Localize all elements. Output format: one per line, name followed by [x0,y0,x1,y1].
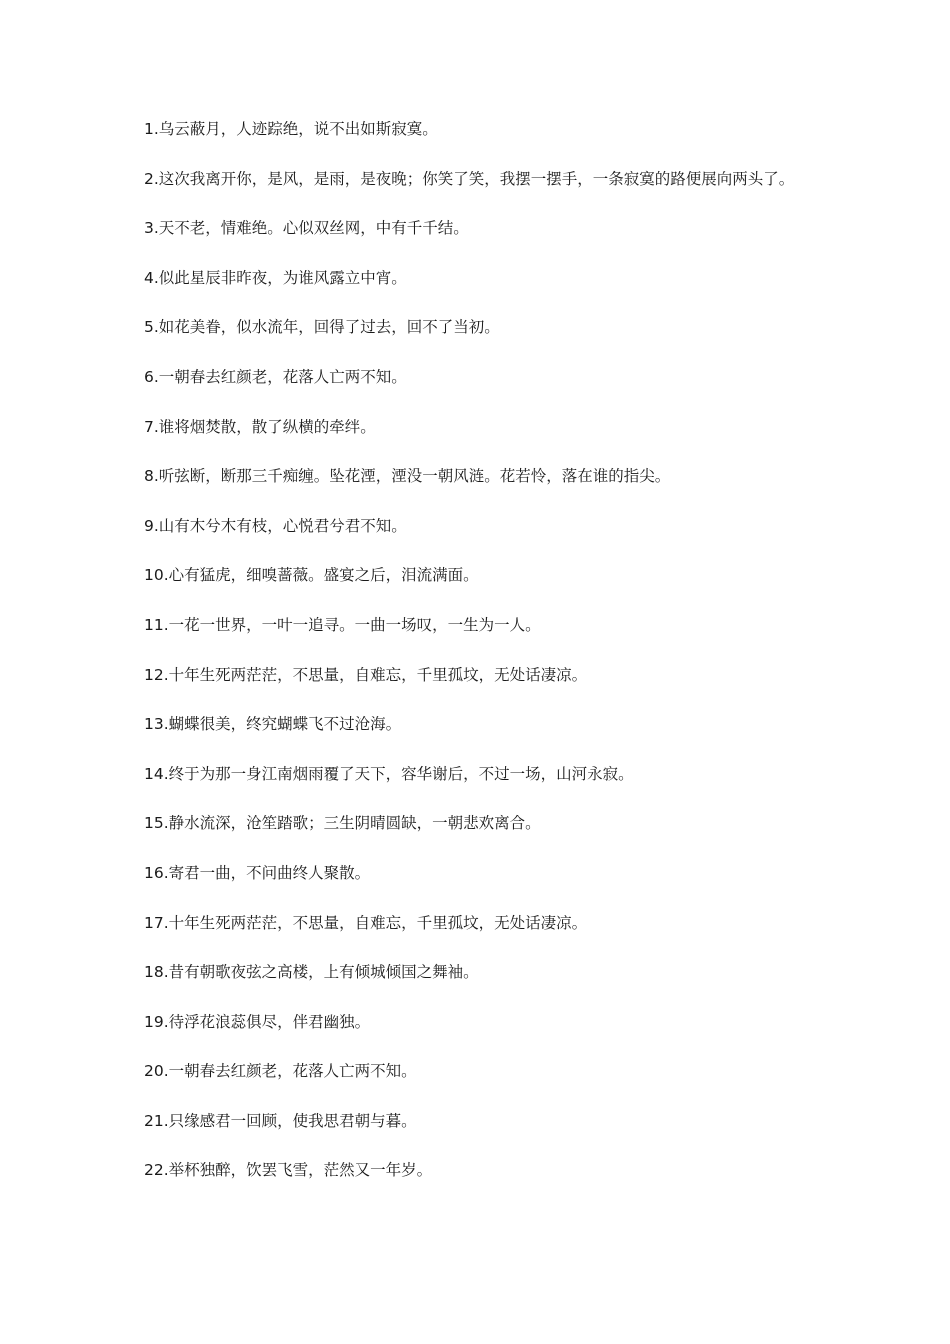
quote-item-15: 15.静水流深，沧笙踏歌；三生阴晴圆缺，一朝悲欢离合。 [144,814,541,833]
quote-item-13: 13.蝴蝶很美，终究蝴蝶飞不过沧海。 [144,715,402,734]
quote-item-4: 4.似此星辰非昨夜，为谁风露立中宵。 [144,268,407,287]
quote-item-17: 17.十年生死两茫茫，不思量，自难忘，千里孤坟，无处话凄凉。 [144,913,588,932]
quote-item-14: 14.终于为那一身江南烟雨覆了天下，容华谢后，不过一场，山河永寂。 [144,764,634,783]
quote-item-12: 12.十年生死两茫茫，不思量，自难忘，千里孤坟，无处话凄凉。 [144,665,588,684]
quote-item-6: 6.一朝春去红颜老，花落人亡两不知。 [144,367,407,386]
quote-item-2: 2.这次我离开你，是风，是雨，是夜晚；你笑了笑，我摆一摆手，一条寂寞的路便展向两头了。 [144,169,795,188]
quote-item-19: 19.待浮花浪蕊俱尽，伴君幽独。 [144,1012,371,1031]
quote-item-20: 20.一朝春去红颜老，花落人亡两不知。 [144,1062,417,1081]
quote-item-7: 7.谁将烟焚散，散了纵横的牵绊。 [144,417,376,436]
quote-item-18: 18.昔有朝歌夜弦之高楼，上有倾城倾国之舞袖。 [144,963,479,982]
quote-item-9: 9.山有木兮木有枝，心悦君兮君不知。 [144,516,407,535]
quote-list [144,117,804,1208]
quote-item-1: 1.乌云蔽月，人迹踪绝，说不出如斯寂寞。 [144,120,438,138]
quote-item-16: 16.寄君一曲，不问曲终人聚散。 [144,863,371,882]
quote-item-11: 11.一花一世界，一叶一追寻。一曲一场叹，一生为一人。 [144,615,541,634]
quote-item-22: 22.举杯独醉，饮罢飞雪，茫然又一年岁。 [144,1161,433,1180]
quote-item-21: 21.只缘感君一回顾，使我思君朝与暮。 [144,1111,417,1130]
quote-item-10: 10.心有猛虎，细嗅蔷薇。盛宴之后，泪流满面。 [144,566,479,585]
quote-item-8: 8.听弦断，断那三千痴缠。坠花湮，湮没一朝风涟。花若怜，落在谁的指尖。 [144,467,671,486]
quote-item-5: 5.如花美眷，似水流年，回得了过去，回不了当初。 [144,318,500,337]
quote-item-3: 3.天不老，情难绝。心似双丝网，中有千千结。 [144,219,469,238]
